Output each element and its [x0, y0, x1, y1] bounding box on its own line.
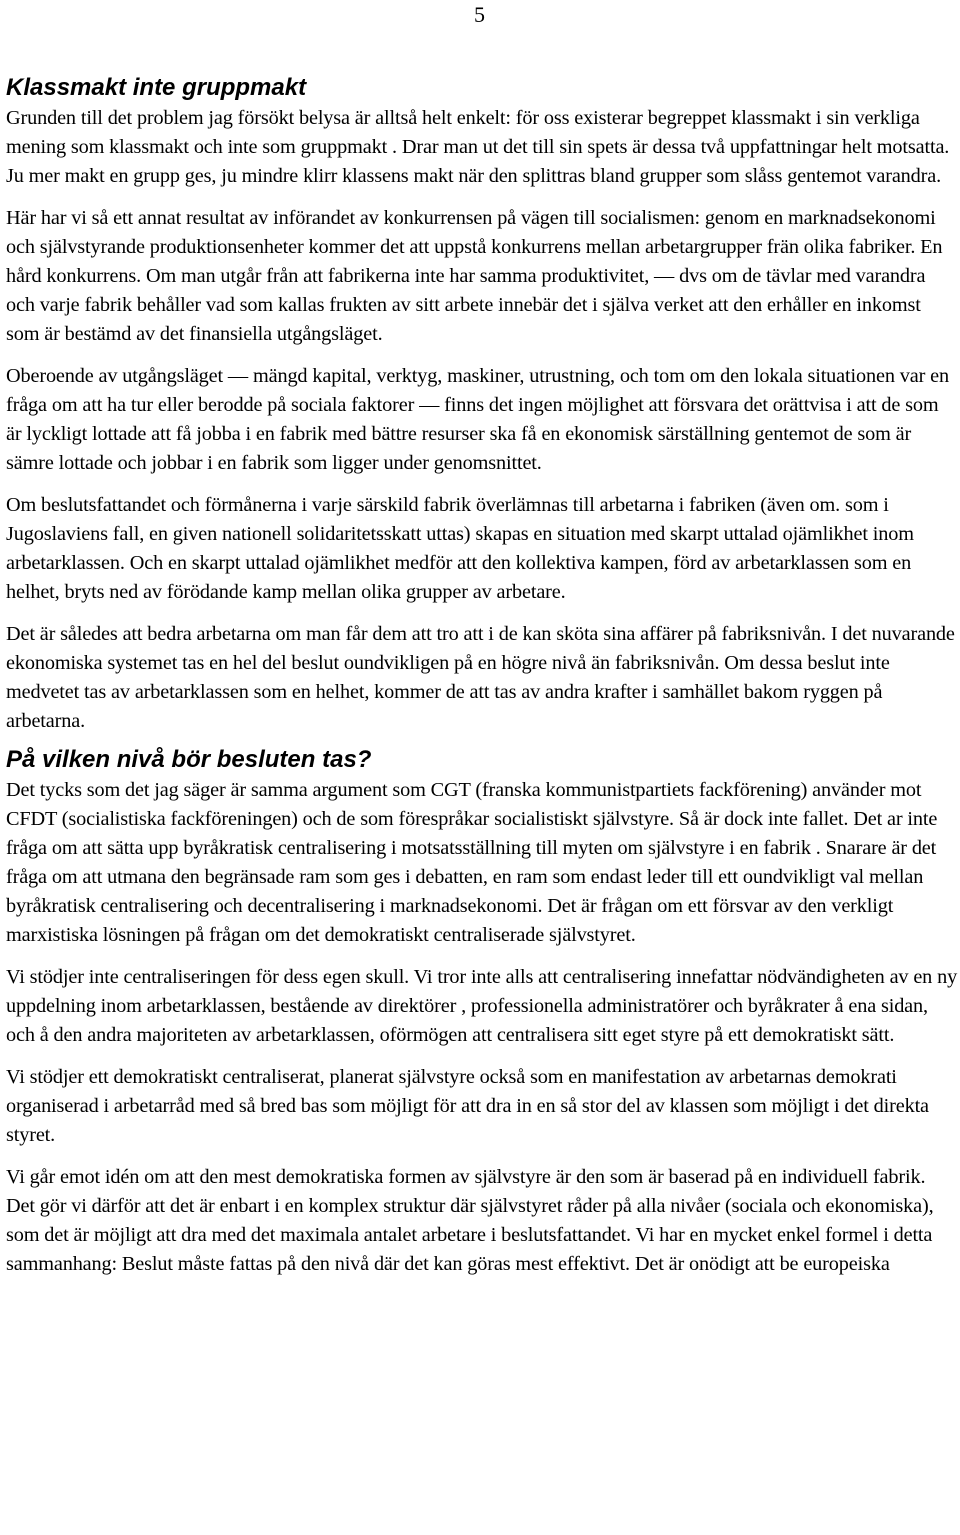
section-heading-beslutsniva: På vilken nivå bör besluten tas? — [6, 746, 372, 773]
paragraph: Oberoende av utgångsläget — mängd kapital, verktyg, maskiner, utrustning, och tom om den lokala situationen var en fråga om att ha tur eller berodde på sociala faktorer — finns det ingen möjlighet att försvara det orättvisa i att de som är lyckligt lottade att få jobba i en fabrik med bättre resurser ska få en ekonomisk särställning gentemot de som är sämre lottade och jobbar i en fabrik som ligger under genomsnittet. — [6, 365, 949, 474]
section-heading-klassmakt: Klassmakt inte gruppmakt — [6, 74, 307, 101]
paragraph: Vi går emot idén om att den mest demokratiska formen av självstyre är den som är baserad på en individuell fabrik. Det gör vi därför att det är enbart i en komplex struktur där självstyret råder på alla nivåer (sociala och ekonomiska), som det är möjligt att dra med det maximala antalet arbetare i beslutsfattandet. Vi har en mycket enkel formel i detta sammanhang: Beslut måste fattas på den nivå där det kan göras mest effektivt. Det är onödigt att be europeiska — [6, 1166, 934, 1275]
page-number: 5 — [474, 2, 485, 27]
paragraph: Det tycks som det jag säger är samma argument som CGT (franska kommunistpartiets fackförening) använder mot CFDT (socialistiska fackföreningen) och de som förespråkar socialistiskt självstyre. Så är dock inte fallet. Det ar inte fråga om att sätta upp byråkratisk centralisering i motsatsställning till myten om självstyre i en fabrik . Snarare är det fråga om att utmana den begränsade ram som ges i debatten, en ram som endast leder till ett oundvikligt val mellan byråkratisk centralisering och decentralisering i marknadsekonomi. Det är frågan om ett försvar av den verkligt marxistiska lösningen på frågan om det demokratiskt centraliserade självstyret. — [6, 779, 938, 946]
paragraph: Vi stödjer ett demokratiskt centraliserat, planerat självstyre också som en manifestation av arbetarnas demokrati organiserad i arbetarråd med så bred bas som möjligt för att dra in en så stor del av klassen som möjligt i det direkta styret. — [6, 1066, 929, 1146]
paragraph: Det är således att bedra arbetarna om man får dem att tro att i de kan sköta sina affärer på fabriksnivån. I det nuvarande ekonomiska systemet tas en hel del beslut oundvikligen på en högre nivå än fabriksnivån. Om dessa beslut inte medvetet tas av arbetarklassen som en helhet, kommer de att tas av andra krafter i samhället bakom ryggen på arbetarna. — [6, 623, 955, 732]
paragraph: Grunden till det problem jag försökt belysa är alltså helt enkelt: för oss existerar begreppet klassmakt i sin verkliga mening som klassmakt och inte som gruppmakt . Drar man ut det till sin spets är dessa två uppfattningar helt motsatta. Ju mer makt en grupp ges, ju mindre klirr klassens makt när den splittras bland grupper som slåss gentemot varandra. — [6, 107, 950, 187]
document-body — [6, 72, 958, 1279]
paragraph: Om beslutsfattandet och förmånerna i varje särskild fabrik överlämnas till arbetarna i fabriken (även om. som i Jugoslaviens fall, en given nationell solidaritetsskatt uttas) skapas en situation med skarpt uttalad ojämlikhet inom arbetarklassen. Och en skarpt uttalad ojämlikhet medför att den kollektiva kampen, förd av arbetarklassen som en helhet, bryts ned av förödande kamp mellan olika grupper av arbetare. — [6, 494, 914, 603]
paragraph: Här har vi så ett annat resultat av införandet av konkurrensen på vägen till socialismen: genom en marknadsekonomi och självstyrande produktionsenheter kommer det att uppstå konkurrens mellan arbetargrupper frän olika fabriker. En hård konkurrens. Om man utgår från att fabrikerna inte har samma produktivitet, — dvs om de tävlar med varandra och varje fabrik behåller vad som kallas frukten av sitt arbete innebär det i själva verket att den erhåller en inkomst som är bestämd av det finansiella utgångsläget. — [6, 207, 943, 345]
paragraph: Vi stödjer inte centraliseringen för dess egen skull. Vi tror inte alls att centralisering innefattar nödvändigheten av en ny uppdelning inom arbetarklassen, bestående av direktörer , professionella administratörer och byråkrater å ena sidan, och å den andra majoriteten av arbetarklassen, oförmögen att centralisera sitt eget styre på ett demokratiskt sätt. — [6, 966, 958, 1046]
